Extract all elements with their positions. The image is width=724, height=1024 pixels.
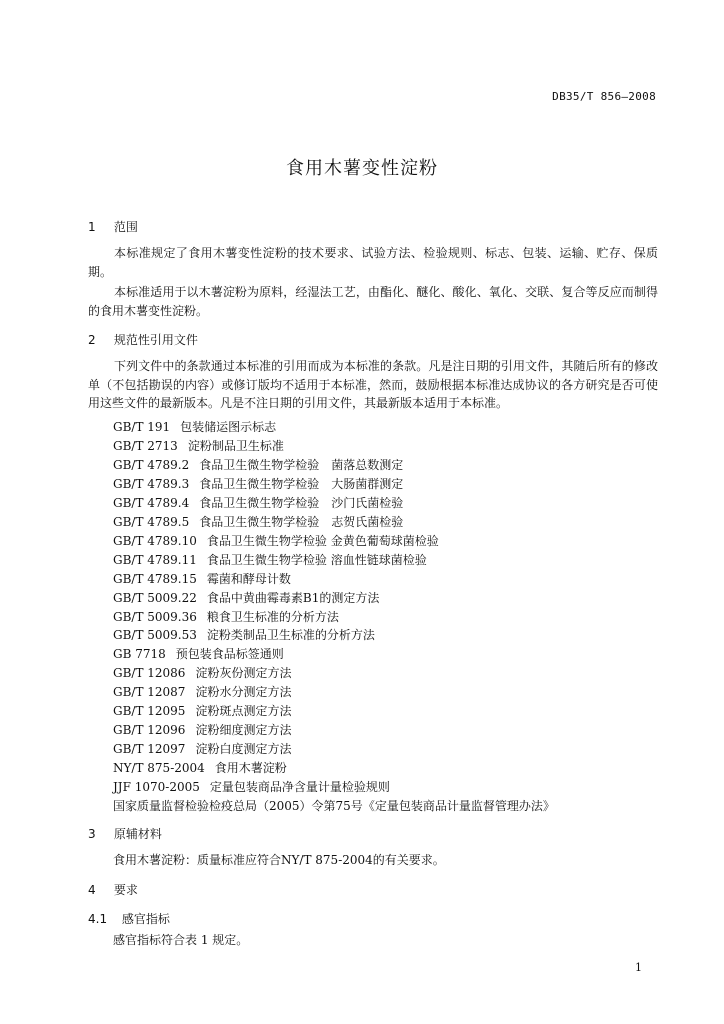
reference-code: GB/T 4789.11 [113,552,197,567]
reference-item [113,513,555,532]
section-number: 3 [88,827,96,841]
reference-list [113,418,555,816]
reference-title: 食品中黄曲霉毒素B1的测定方法 [206,590,380,605]
section-title: 范围 [113,220,138,234]
reference-item [113,570,555,589]
reference-code: GB/T 5009.22 [113,590,197,605]
reference-code: GB/T 12095 [113,704,186,719]
reference-item [113,645,555,664]
reference-item [113,532,555,551]
reference-code: GB/T 191 [113,420,171,434]
section-title: 原辅材料 [113,827,162,841]
reference-code: GB/T 12086 [113,666,186,681]
reference-code: NY/T 875-2004 [113,761,205,776]
document-title: 食用木薯变性淀粉 [286,158,438,179]
reference-title: 食品卫生微生物学检验 溶血性链球菌检验 [206,552,427,567]
reference-title: 淀粉制品卫生标准 [187,438,284,453]
reference-item [113,702,555,721]
reference-item [113,475,555,494]
reference-item [113,626,555,645]
reference-title: 淀粉细度测定方法 [195,723,292,738]
reference-item [113,437,555,456]
reference-title: 淀粉白度测定方法 [195,742,292,757]
subsection-number: 4.1 [88,912,108,926]
reference-item [113,759,555,778]
reference-title: 预包装食品标签通则 [175,647,284,662]
reference-code: JJF 1070-2005 [113,780,200,795]
reference-code: GB/T 4789.4 [113,495,190,510]
reference-item [113,589,555,608]
standard-code: DB35/T 856—2008 [552,90,656,103]
section-title: 规范性引用文件 [113,333,198,347]
section-3-heading [88,825,162,842]
reference-item [113,418,555,437]
reference-code: GB/T 4789.2 [113,457,190,472]
section-number: 1 [88,220,96,234]
reference-title: 食品卫生微生物学检验 沙门氏菌检验 [199,495,404,510]
raw-materials-text: 食用木薯淀粉：质量标准应符合NY/T 875-2004的有关要求。 [113,853,445,867]
reference-title: 淀粉类制品卫生标准的分析方法 [206,628,375,643]
reference-code: GB 7718 [113,647,166,662]
section-title: 要求 [113,883,138,897]
reference-code: GB/T 4789.3 [113,476,190,491]
reference-code: GB/T 12087 [113,685,186,700]
reference-code: GB/T 5009.36 [113,609,197,624]
reference-item [113,456,555,475]
reference-title: 淀粉灰份测定方法 [195,666,292,681]
reference-code: GB/T 4789.15 [113,571,197,586]
reference-item [113,683,555,702]
reference-item [113,797,555,816]
reference-title: 食品卫生微生物学检验 大肠菌群测定 [199,476,404,491]
section-number: 2 [88,333,96,347]
section-number: 4 [88,883,96,897]
sensory-requirement-text: 感官指标符合表 1 规定。 [113,933,249,947]
reference-title: 《定量包装商品计量监督管理办法》 [362,799,555,814]
references-intro-paragraph: 下列文件中的条款通过本标准的引用而成为本标准的条款。凡是注日期的引用文件，其随后所有的修改单（不包括勘误的内容）或修订版均不适用于本标准，然而，鼓励根据本标准达成协议的各方研究是否可使用这些文件的最新版本。凡是不注日期的引用文件，其最新版本适用于本标准。 [88,359,658,410]
reference-item [113,721,555,740]
reference-title: 淀粉水分测定方法 [195,685,292,700]
reference-item [113,551,555,570]
reference-title: 食品卫生微生物学检验 金黄色葡萄球菌检验 [206,533,439,548]
reference-title: 粮食卫生标准的分析方法 [206,609,339,624]
reference-code: GB/T 4789.10 [113,533,197,548]
reference-title: 食品卫生微生物学检验 菌落总数测定 [199,457,404,472]
subsection-4-1-heading [88,910,170,927]
reference-code: GB/T 4789.5 [113,514,190,529]
reference-item [113,608,555,627]
reference-item [113,778,555,797]
section-1-heading [88,218,138,235]
scope-paragraph-2: 本标准适用于以木薯淀粉为原料，经湿法工艺，由酯化、醚化、酸化、氧化、交联、复合等反应而制得的食用木薯变性淀粉。 [88,285,658,318]
reference-item [113,664,555,683]
reference-title: 食用木薯淀粉 [214,761,287,776]
reference-code: GB/T 2713 [113,438,178,453]
reference-item [113,740,555,759]
reference-code: 国家质量监督检验检疫总局（2005）令第75号 [113,799,363,814]
reference-title: 包装储运图示标志 [180,420,277,434]
section-2-heading [88,331,198,348]
subsection-title: 感官指标 [121,912,170,926]
reference-title: 霉菌和酵母计数 [206,571,291,586]
reference-title: 淀粉斑点测定方法 [195,704,292,719]
reference-title: 定量包装商品净含量计量检验规则 [209,780,390,795]
page-number: 1 [635,961,642,974]
reference-title: 食品卫生微生物学检验 志贺氏菌检验 [199,514,404,529]
reference-code: GB/T 5009.53 [113,628,197,643]
scope-paragraph-1: 本标准规定了食用木薯变性淀粉的技术要求、试验方法、检验规则、标志、包装、运输、贮存、保质期。 [88,246,658,279]
reference-item [113,494,555,513]
reference-code: GB/T 12096 [113,723,186,738]
reference-code: GB/T 12097 [113,742,186,757]
section-4-heading [88,881,138,898]
